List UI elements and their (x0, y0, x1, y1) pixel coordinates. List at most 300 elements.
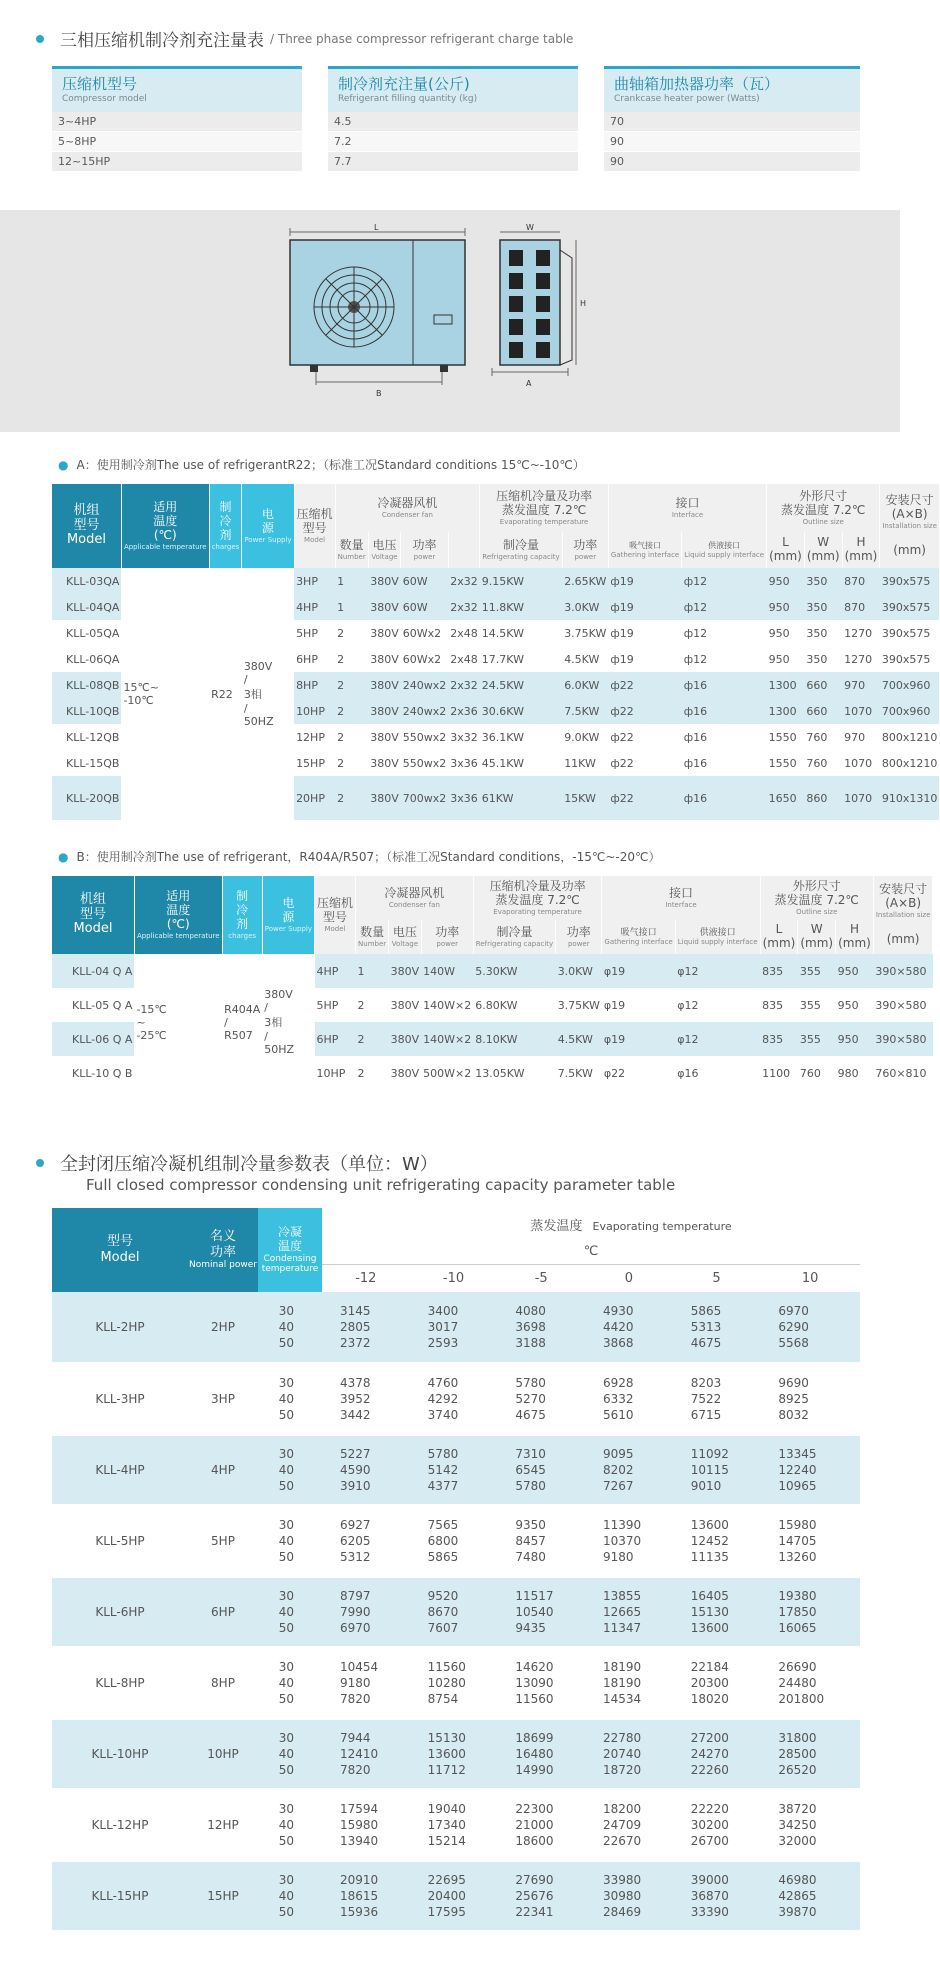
charge-cell: 7.2 (328, 132, 578, 152)
model-cell: KLL-05QA (66, 626, 120, 640)
data-cell: 2 (357, 1066, 365, 1080)
data-cell: 950 (767, 568, 805, 594)
power-cell: 10HP (188, 1718, 258, 1789)
capacity-cell: 11390 10370 9180 (585, 1505, 673, 1576)
data-cell: 380V (389, 1022, 422, 1056)
refrigerant-r404a-table (52, 876, 933, 1090)
col-compressor: 压缩机 型号 Model (315, 876, 356, 954)
capacity-cell: 13855 12665 11347 (585, 1576, 673, 1647)
cond-temp-cell: 30 40 50 (258, 1789, 322, 1860)
data-cell: 2x36 (448, 698, 480, 724)
table-row (52, 1860, 860, 1931)
col-condensing: 冷凝 温度 Condensing temperature (258, 1208, 322, 1292)
power-cell: 8HP (188, 1647, 258, 1718)
col-temp: 适用 温度 (℃) Applicable temperature (121, 484, 209, 568)
capacity-section-subtitle: Full closed compressor condensing unit refrigerating capacity parameter table (86, 1176, 676, 1194)
model-cell: KLL-04QA (52, 594, 121, 620)
data-cell: 4.5KW (564, 652, 600, 666)
data-cell: ф19 (608, 568, 681, 594)
data-cell: 350 (806, 652, 828, 666)
data-cell: 870 (842, 568, 880, 594)
model-cell: KLL-12HP (52, 1789, 188, 1860)
capacity-cell: 7310 6545 5780 (497, 1434, 585, 1505)
sub-H: H (mm) (842, 532, 880, 568)
capacity-cell: 18200 24709 22670 (585, 1789, 673, 1860)
capacity-cell: 22300 21000 18600 (497, 1789, 585, 1860)
data-cell: 20HP (294, 776, 335, 820)
capacity-cell: 14620 13090 11560 (497, 1647, 585, 1718)
capacity-cell: 4080 3698 3188 (497, 1292, 585, 1363)
data-cell: 1 (335, 594, 368, 620)
power-cell: 15HP (188, 1860, 258, 1931)
capacity-cell: 7944 12410 7820 (322, 1718, 410, 1789)
capacity-cell: 4378 3952 3442 (322, 1363, 410, 1434)
data-cell: 1270 (844, 652, 873, 666)
data-cell: φ22 (603, 1066, 626, 1080)
data-cell: 15KW (562, 776, 608, 820)
data-cell: 3.75KW (557, 998, 600, 1012)
table-row (52, 1434, 860, 1505)
data-cell: 3x32 (450, 730, 478, 744)
capacity-cell: 16405 15130 13600 (673, 1576, 761, 1647)
data-cell: 390×580 (873, 1022, 933, 1056)
sub-power: 功率 power (401, 532, 449, 568)
data-cell: 1 (335, 568, 368, 594)
sub-capq: 制冷量 Refrigerating capacity (480, 532, 562, 568)
col-install: 安装尺寸 (A×B) Installation size (mm) (873, 876, 933, 954)
data-cell: 980 (837, 1066, 859, 1080)
dim-H-label: H (580, 299, 587, 308)
data-cell: ф16 (683, 730, 708, 744)
col-interface: 接口 Interface (608, 484, 766, 532)
unit-outline-drawing (0, 210, 900, 432)
data-cell: 380V (368, 594, 401, 620)
col-capacity: 压缩机冷量及功率 蒸发温度 7.2℃ Evaporating temperature (473, 876, 602, 920)
data-cell: 60Wx2 (402, 652, 442, 666)
data-cell: 5.30KW (473, 954, 555, 988)
data-cell: 1 (356, 954, 389, 988)
data-cell: 1650 (767, 776, 805, 820)
table-row (52, 1363, 860, 1434)
capacity-cell: 9520 8670 7607 (410, 1576, 498, 1647)
table-row (52, 1505, 860, 1576)
capacity-cell: 17594 15980 13940 (322, 1789, 410, 1860)
evap-temp-header: 10 (801, 1270, 819, 1286)
data-cell: φ12 (675, 1022, 760, 1056)
data-cell: 17.7KW (481, 652, 524, 666)
data-cell: 380V (370, 626, 399, 640)
charge-column-header (328, 66, 578, 112)
capacity-cell: 10454 9180 7820 (322, 1647, 410, 1718)
col-power: 电 源 Power Supply (242, 484, 294, 568)
data-cell: 660 (804, 698, 842, 724)
data-cell: 2.65KW (562, 568, 608, 594)
data-cell: ф22 (610, 756, 634, 770)
charge-column-header (52, 66, 302, 112)
data-cell: ф22 (608, 698, 681, 724)
data-cell: 9.0KW (564, 730, 600, 744)
data-cell: 7.5KW (562, 698, 608, 724)
capacity-cell: 22184 20300 18020 (673, 1647, 761, 1718)
sub-cpow: 功率 power (556, 920, 602, 954)
data-cell: 14.5KW (481, 626, 524, 640)
sub-W: W (mm) (798, 920, 836, 954)
data-cell: 2 (337, 756, 345, 770)
data-cell: 10HP (316, 1066, 346, 1080)
charge-cell: 90 (604, 132, 860, 152)
sub-cpow: 功率 power (562, 532, 608, 568)
data-cell: 390x575 (881, 652, 931, 666)
data-cell: 760×810 (875, 1066, 927, 1080)
data-cell: ф12 (683, 626, 708, 640)
charge-cell: 4.5 (328, 112, 578, 132)
refrigerant-cell: R22 (209, 568, 242, 820)
data-cell: 140W (421, 954, 473, 988)
sub-volt: 电压 Voltage (368, 532, 401, 568)
cond-temp-cell: 30 40 50 (258, 1647, 322, 1718)
capacity-cell: 22220 30200 26700 (673, 1789, 761, 1860)
evap-temp-header: 5 (712, 1270, 721, 1286)
col-install: 安装尺寸 (A×B) Installation size (mm) (880, 484, 940, 568)
data-cell: 2 (357, 998, 365, 1012)
data-cell: 355 (798, 954, 836, 988)
data-cell: 12HP (296, 730, 325, 744)
col-fan: 冷凝器风机 Condenser fan (335, 484, 480, 532)
col-evaporating: 蒸发温度 Evaporating temperature (530, 1218, 732, 1234)
data-cell: 380V (370, 652, 399, 666)
data-cell: 950 (768, 652, 790, 666)
evap-temp-header: -10 (442, 1270, 465, 1286)
data-cell: 950 (836, 1022, 874, 1056)
capacity-cell: 20910 18615 15936 (322, 1860, 410, 1931)
power-cell: 380V / 3相 / 50HZ (262, 954, 314, 1090)
model-cell: KLL-04 Q A (52, 954, 134, 988)
table-row (52, 954, 933, 988)
capacity-cell: 4930 4420 3868 (585, 1292, 673, 1363)
data-cell: ф16 (682, 698, 767, 724)
data-cell: 380V (368, 776, 401, 820)
dim-L-label: L (374, 223, 379, 232)
data-cell: 2 (335, 776, 368, 820)
table-row (52, 1789, 860, 1860)
table-row (52, 1718, 860, 1789)
capacity-cell: 39000 36870 33390 (673, 1860, 761, 1931)
data-cell: 4HP (294, 594, 335, 620)
data-cell: 380V (389, 954, 422, 988)
data-cell: 380V (370, 730, 399, 744)
charge-column (328, 66, 578, 172)
col-interface: 接口 Interface (602, 876, 760, 920)
data-cell: φ19 (602, 1022, 675, 1056)
sub-blank (448, 532, 480, 568)
data-cell: 1070 (842, 776, 880, 820)
capacity-cell: 15980 14705 13260 (760, 1505, 860, 1576)
unit-drawing-svg (0, 210, 900, 432)
table-b-caption: ● B：使用制冷剂The use of refrigerant，R404A/R507；（标准工况Standard conditions，-15℃~-20℃） (58, 850, 661, 864)
model-cell: KLL-5HP (52, 1505, 188, 1576)
data-cell: 380V (368, 698, 401, 724)
temp-cell: -15℃ ~ -25℃ (134, 954, 222, 1090)
table-row (52, 1647, 860, 1718)
dim-A-label: A (526, 379, 532, 388)
col-size: 外形尺寸 蒸发温度 7.2℃ Outline size (760, 876, 873, 920)
data-cell: ф22 (610, 730, 634, 744)
data-cell: 24.5KW (480, 672, 562, 698)
capacity-cell: 38720 34250 32000 (760, 1789, 860, 1860)
data-cell: 6.0KW (562, 672, 608, 698)
col-power: 电 源 Power Supply (262, 876, 314, 954)
data-cell: 2 (337, 626, 345, 640)
data-cell: 2x32 (448, 672, 480, 698)
data-cell: 8HP (294, 672, 335, 698)
data-cell: 950 (767, 594, 805, 620)
data-cell: 2x32 (448, 568, 480, 594)
data-cell: 700x960 (880, 672, 940, 698)
model-cell: KLL-15HP (52, 1860, 188, 1931)
data-cell: 760 (806, 730, 828, 744)
evap-temp-header: -12 (355, 1270, 377, 1286)
data-cell: 140W×2 (423, 998, 472, 1012)
sub-power: 功率 power (421, 920, 473, 954)
header-en: Compressor model (62, 94, 147, 104)
model-cell: KLL-4HP (52, 1434, 188, 1505)
data-cell: 240wx2 (401, 698, 449, 724)
data-cell: 11KW (564, 756, 596, 770)
capacity-cell: 19380 17850 16065 (760, 1576, 860, 1647)
power-cell: 12HP (188, 1789, 258, 1860)
cond-temp-cell: 30 40 50 (258, 1505, 322, 1576)
sub-suction: 吸气接口 Gathering interface (602, 920, 675, 954)
sub-volt: 电压 Voltage (389, 920, 422, 954)
capacity-section-title: 全封闭压缩冷凝机组制冷量参数表（单位：W） (36, 1150, 438, 1176)
capacity-cell: 5780 5270 4675 (497, 1363, 585, 1434)
data-cell: 10HP (294, 698, 335, 724)
data-cell: 140W×2 (421, 1022, 473, 1056)
power-cell: 6HP (188, 1576, 258, 1647)
col-model: 机组 型号 Model (52, 484, 121, 568)
data-cell: 760 (799, 1066, 821, 1080)
data-cell: 910x1310 (880, 776, 940, 820)
charge-column-header (604, 66, 860, 112)
data-cell: ф16 (682, 776, 767, 820)
table-a-caption: ● A：使用制冷剂The use of refrigerantR22；（标准工况Standard conditions 15℃~-10℃） (58, 458, 585, 472)
model-cell: KLL-10 Q B (72, 1066, 133, 1080)
capacity-cell: 13600 12452 11135 (673, 1505, 761, 1576)
col-refrigerant: 制 冷 剂 charges (222, 876, 262, 954)
data-cell: 45.1KW (481, 756, 524, 770)
sub-liquid: 供液接口 Liquid supply interface (675, 920, 760, 954)
capacity-cell: 26690 24480 201800 (760, 1647, 860, 1718)
capacity-cell: 9690 8925 8032 (760, 1363, 860, 1434)
cond-temp-cell: 30 40 50 (258, 1292, 322, 1363)
cond-temp-cell: 30 40 50 (258, 1718, 322, 1789)
data-cell: 2 (356, 1022, 389, 1056)
capacity-cell: 3400 3017 2593 (410, 1292, 498, 1363)
table-row (52, 1292, 860, 1363)
model-cell: KLL-2HP (52, 1292, 188, 1363)
capacity-cell: 6928 6332 5610 (585, 1363, 673, 1434)
capacity-cell: 22695 20400 17595 (410, 1860, 498, 1931)
capacity-cell: 9095 8202 7267 (585, 1434, 673, 1505)
capacity-cell: 8797 7990 6970 (322, 1576, 410, 1647)
data-cell: 8.10KW (473, 1022, 555, 1056)
charge-cell: 3~4HP (52, 112, 302, 132)
data-cell: 2 (335, 672, 368, 698)
data-cell: 800x1210 (881, 730, 938, 744)
data-cell: ф19 (608, 594, 681, 620)
capacity-parameter-table (52, 1208, 860, 1933)
data-cell: 11.8KW (480, 594, 562, 620)
data-cell: 380V (370, 756, 399, 770)
charge-cell: 5~8HP (52, 132, 302, 152)
data-cell: 1070 (844, 756, 873, 770)
data-cell: 1070 (842, 698, 880, 724)
model-cell: KLL-15QB (66, 756, 120, 770)
capacity-cell: 5865 5313 4675 (673, 1292, 761, 1363)
model-cell: KLL-12QB (66, 730, 120, 744)
data-cell: ф16 (683, 756, 708, 770)
capacity-cell: 18699 16480 14990 (497, 1718, 585, 1789)
data-cell: 5HP (316, 998, 339, 1012)
sub-qty: 数量 Number (356, 920, 389, 954)
data-cell: 870 (842, 594, 880, 620)
data-cell: 60Wx2 (402, 626, 442, 640)
capacity-cell: 18190 18190 14534 (585, 1647, 673, 1718)
data-cell: 355 (798, 1022, 836, 1056)
data-cell: 760 (806, 756, 828, 770)
data-cell: 1270 (844, 626, 873, 640)
model-cell: KLL-20QB (52, 776, 121, 820)
data-cell: 390×580 (875, 998, 927, 1012)
capacity-cell: 6927 6205 5312 (322, 1505, 410, 1576)
col-model: 机组 型号 Model (52, 876, 134, 954)
capacity-cell: 15130 13600 11712 (410, 1718, 498, 1789)
data-cell: 390x575 (881, 626, 931, 640)
data-cell: 970 (842, 672, 880, 698)
header-en: Crankcase heater power (Watts) (614, 94, 760, 104)
data-cell: 380V (368, 568, 401, 594)
col-model: 型号 Model (52, 1208, 188, 1292)
data-cell: 350 (804, 568, 842, 594)
power-cell: 5HP (188, 1505, 258, 1576)
charge-section-title: 三相压缩机制冷剂充注量表 / Three phase compressor refrigerant charge table (36, 26, 573, 51)
data-cell: 390x575 (880, 568, 940, 594)
capacity-cell: 6970 6290 5568 (760, 1292, 860, 1363)
data-cell: 3.0KW (556, 954, 602, 988)
data-cell: φ19 (602, 954, 675, 988)
model-cell: KLL-10HP (52, 1718, 188, 1789)
data-cell: 2x48 (450, 652, 478, 666)
cond-temp-cell: 30 40 50 (258, 1576, 322, 1647)
data-cell: 2 (337, 730, 345, 744)
capacity-cell: 7565 6800 5865 (410, 1505, 498, 1576)
data-cell: 950 (836, 954, 874, 988)
header-zh: 曲轴箱加热器功率（瓦） (614, 75, 780, 93)
header-en: Refrigerant filling quantity (kg) (338, 94, 478, 104)
data-cell: 2x48 (450, 626, 478, 640)
capacity-cell: 11092 10115 9010 (673, 1434, 761, 1505)
data-cell: 700wx2 (401, 776, 449, 820)
data-cell: 2x32 (448, 594, 480, 620)
model-cell: KLL-3HP (52, 1363, 188, 1434)
data-cell: 660 (804, 672, 842, 698)
data-cell: 950 (837, 998, 859, 1012)
sub-L: L (mm) (760, 920, 798, 954)
data-cell: 380V (390, 998, 420, 1012)
data-cell: φ16 (677, 1066, 699, 1080)
col-fan: 冷凝器风机 Condenser fan (356, 876, 474, 920)
data-cell: 4.5KW (556, 1022, 602, 1056)
charge-cell: 90 (604, 152, 860, 172)
sub-W: W (mm) (804, 532, 842, 568)
data-cell: 2 (337, 652, 345, 666)
data-cell: 7.5KW (557, 1066, 593, 1080)
model-cell: KLL-03QA (52, 568, 121, 594)
data-cell: 390×580 (873, 954, 933, 988)
data-cell: 60W (401, 594, 449, 620)
charge-cell: 7.7 (328, 152, 578, 172)
data-cell: 835 (762, 998, 784, 1012)
data-cell: 3.0KW (562, 594, 608, 620)
bullet-dot-icon (36, 1159, 44, 1167)
data-cell: 3.75KW (564, 626, 607, 640)
data-cell: 860 (804, 776, 842, 820)
evap-temp-header: -5 (534, 1270, 548, 1286)
data-cell: 380V (390, 1066, 420, 1080)
data-cell: 6HP (315, 1022, 356, 1056)
power-cell: 2HP (188, 1292, 258, 1363)
capacity-cell: 31800 28500 26520 (760, 1718, 860, 1789)
col-capacity: 压缩机冷量及功率 蒸发温度 7.2℃ Evaporating temperature (480, 484, 609, 532)
data-cell: 1550 (768, 730, 797, 744)
sub-suction: 吸气接口 Gathering interface (608, 532, 681, 568)
charge-cell: 12~15HP (52, 152, 302, 172)
dim-W-label: W (526, 223, 534, 232)
power-cell: 3HP (188, 1363, 258, 1434)
data-cell: 9.15KW (480, 568, 562, 594)
sub-liquid: 供液接口 Liquid supply interface (682, 532, 767, 568)
data-cell: 60W (401, 568, 449, 594)
refrigerant-cell: R404A / R507 (222, 954, 262, 1090)
temp-cell: 15℃~ -10℃ (121, 568, 209, 820)
data-cell: 6.80KW (475, 998, 518, 1012)
model-cell: KLL-08QB (52, 672, 121, 698)
model-cell: KLL-06 Q A (52, 1022, 134, 1056)
data-cell: 36.1KW (481, 730, 524, 744)
col-unit: ℃ (322, 1240, 860, 1264)
capacity-cell: 19040 17340 15214 (410, 1789, 498, 1860)
table-row (52, 568, 939, 594)
charge-cell: 70 (604, 112, 860, 132)
power-cell: 4HP (188, 1434, 258, 1505)
col-refrigerant: 制 冷 剂 charges (209, 484, 242, 568)
data-cell: φ12 (677, 998, 699, 1012)
data-cell: 500W×2 (423, 1066, 472, 1080)
capacity-cell: 46980 42865 39870 (760, 1860, 860, 1931)
charge-column (604, 66, 860, 172)
data-cell: 5HP (296, 626, 318, 640)
data-cell: 700x960 (880, 698, 940, 724)
data-cell: 355 (799, 998, 821, 1012)
data-cell: 6HP (296, 652, 318, 666)
model-cell: KLL-10QB (52, 698, 121, 724)
data-cell: 1300 (767, 672, 805, 698)
data-cell: 2 (335, 698, 368, 724)
sub-qty: 数量 Number (335, 532, 368, 568)
capacity-cell: 22780 20740 18720 (585, 1718, 673, 1789)
data-cell: 15HP (296, 756, 325, 770)
capacity-cell: 8203 7522 6715 (673, 1363, 761, 1434)
